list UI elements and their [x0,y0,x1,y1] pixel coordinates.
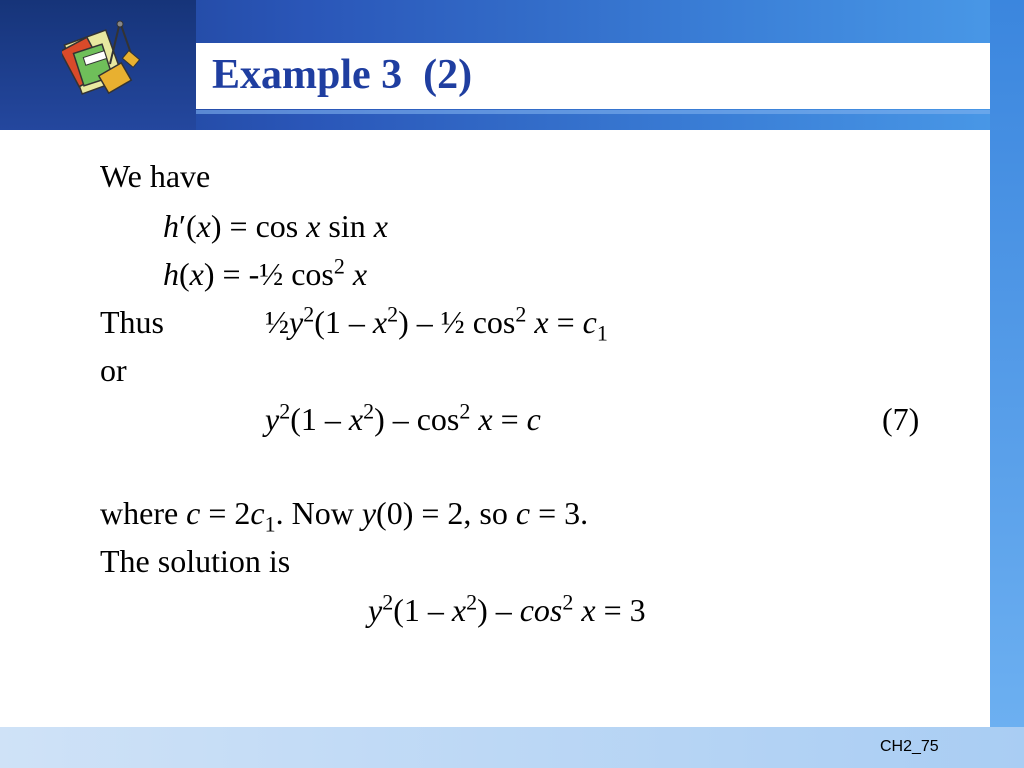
thus-label: Thus [100,304,164,340]
h-equation: h(x) = -½ $\cos^2 x$ [163,253,368,292]
we-have-line: We have [100,158,211,194]
page-number: CH2_75 [880,738,939,755]
where-line: where $c = 2c_1$. Now y(0) = 2, so c = 3. [100,495,589,537]
solution-line: The solution is [100,543,291,579]
right-border-band [990,0,1024,768]
equation-7: $y^2(1 - x^2) - \cos^2 x = c$ [265,398,541,437]
final-solution: $y^2(1 - x^2) - \cos^2 x = 3$ [368,589,646,628]
or-line: or [100,352,127,388]
hprime-equation: h′(x) = cos x sin x [163,208,388,244]
footer-band [0,727,1024,768]
math-tools-clipart-icon [62,18,144,102]
equation-number: (7) [882,401,920,437]
thus-equation: $\frac{1}{2}y^2(1 - x^2)$ – ½ $\cos^2 x = c_1$ [265,301,608,346]
slide-title: Example 3 (2) [212,52,473,98]
